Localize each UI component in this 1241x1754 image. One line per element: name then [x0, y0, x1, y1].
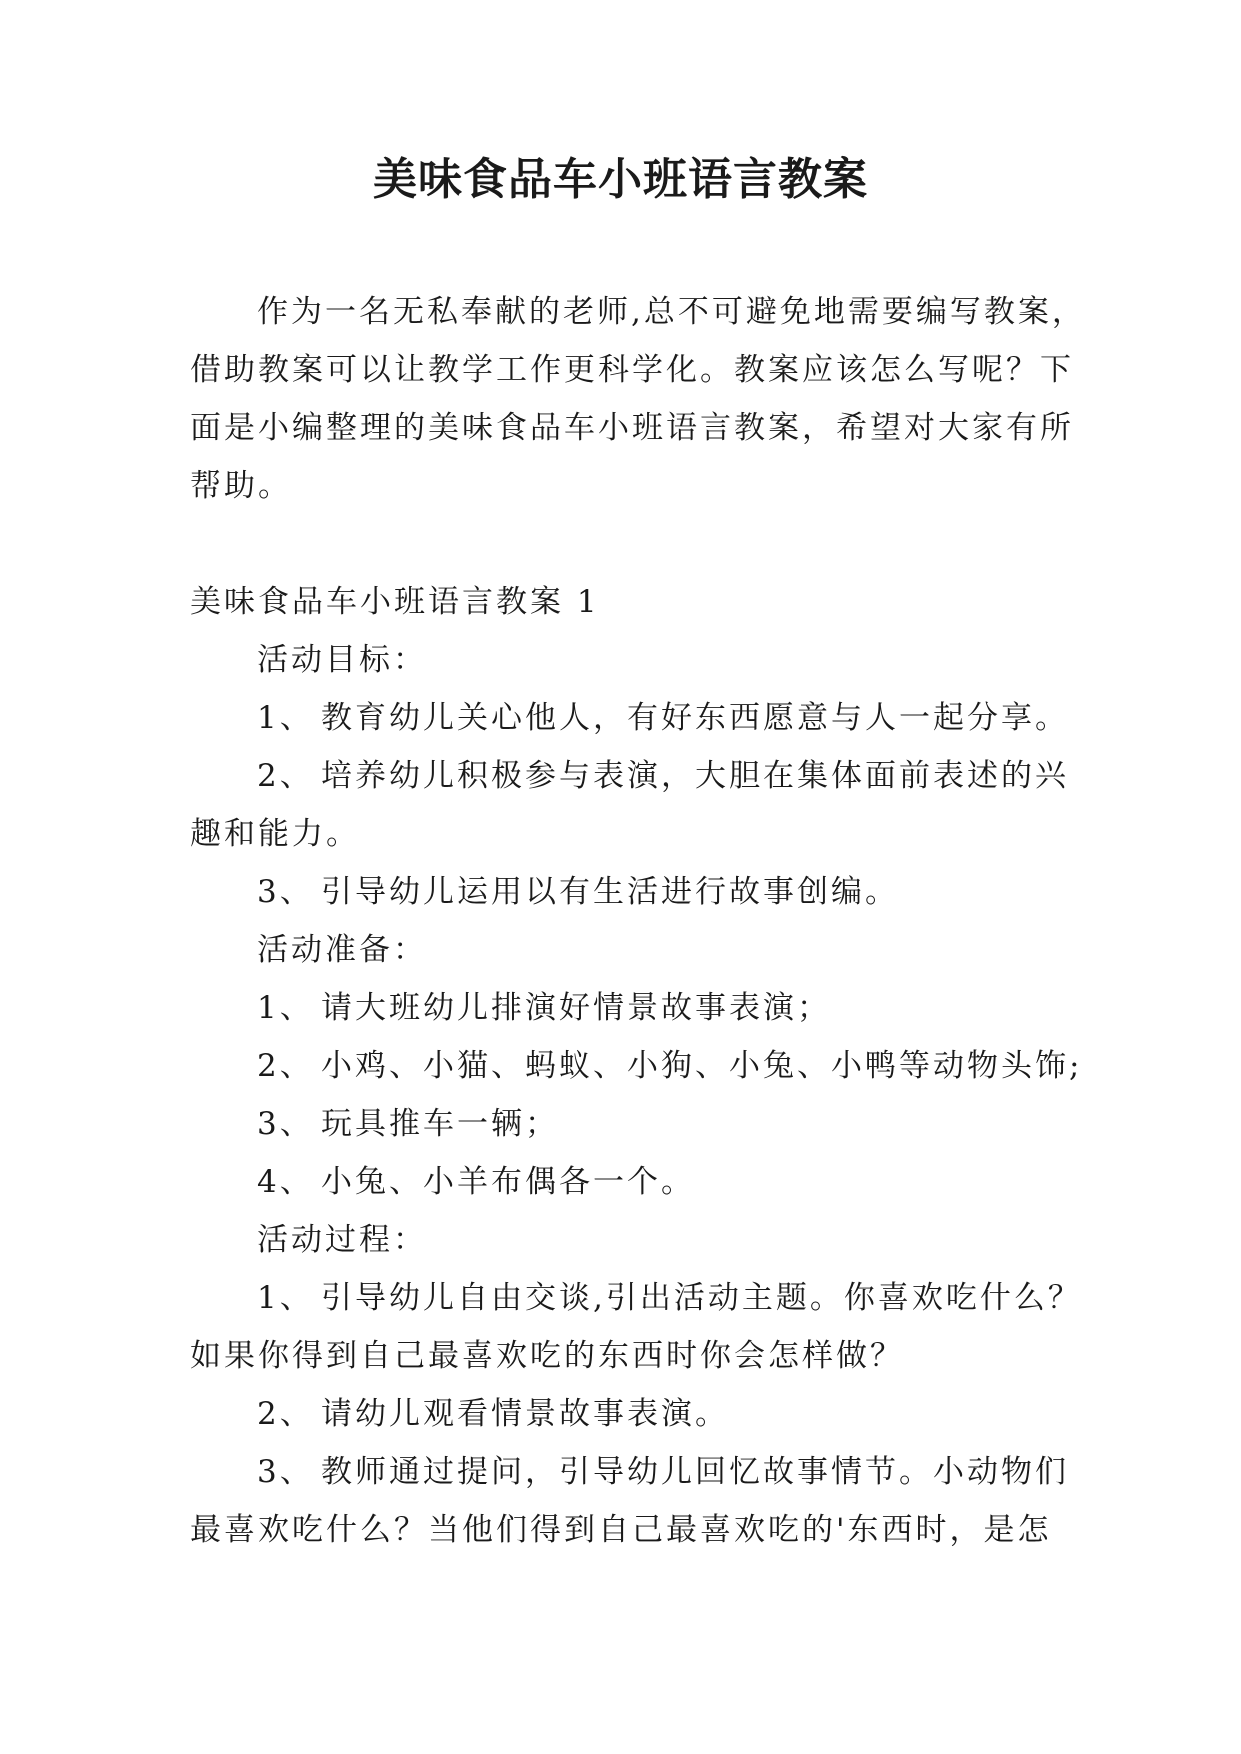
process-text-continued: 如果你得到自己最喜欢吃的东西时你会怎样做？	[190, 1338, 904, 1374]
intro-line: 帮助。	[190, 468, 292, 504]
process-number: 1、	[257, 1280, 314, 1316]
document-title: 美味食品车小班语言教案	[373, 154, 868, 205]
goal-text: 培养幼儿积极参与表演，大胆在集体面前表述的兴	[321, 758, 1069, 794]
goal-text: 教育幼儿关心他人，有好东西愿意与人一起分享。	[321, 700, 1069, 736]
prep-item	[257, 1046, 1082, 1086]
prep-heading: 活动准备：	[257, 932, 427, 968]
goal-text-continued: 趣和能力。	[190, 816, 360, 852]
goal-number: 1、	[257, 700, 314, 736]
prep-item	[257, 1162, 695, 1202]
goal-number: 3、	[257, 874, 314, 910]
process-heading: 活动过程：	[257, 1222, 427, 1258]
intro-line: 借助教案可以让教学工作更科学化。教案应该怎么写呢？下	[190, 352, 1074, 388]
intro-line: 作为一名无私奉献的老师,总不可避免地需要编写教案，	[257, 294, 1086, 330]
process-number: 2、	[257, 1396, 314, 1432]
prep-text: 小鸡、小猫、蚂蚁、小狗、小兔、小鸭等动物头饰;	[321, 1048, 1083, 1084]
prep-item	[257, 1104, 559, 1144]
prep-text: 玩具推车一辆；	[321, 1106, 559, 1142]
prep-number: 4、	[257, 1164, 314, 1200]
process-text: 请幼儿观看情景故事表演。	[321, 1396, 729, 1432]
process-text: 教师通过提问，引导幼儿回忆故事情节。小动物们	[321, 1454, 1069, 1490]
process-text-continued: 最喜欢吃什么？当他们得到自己最喜欢吃的'东西时，是怎	[190, 1512, 1052, 1548]
goal-text: 引导幼儿运用以有生活进行故事创编。	[321, 874, 899, 910]
prep-item	[257, 988, 831, 1028]
process-item	[257, 1278, 1082, 1318]
goal-item	[257, 698, 1069, 738]
prep-text: 小兔、小羊布偶各一个。	[321, 1164, 695, 1200]
goal-item	[257, 872, 899, 912]
goals-heading: 活动目标：	[257, 642, 427, 678]
process-number: 3、	[257, 1454, 314, 1490]
goal-number: 2、	[257, 758, 314, 794]
prep-number: 2、	[257, 1048, 314, 1084]
intro-line: 面是小编整理的美味食品车小班语言教案，希望对大家有所	[190, 410, 1074, 446]
prep-text: 请大班幼儿排演好情景故事表演；	[321, 990, 831, 1026]
section-heading: 美味食品车小班语言教案 1	[190, 584, 600, 620]
prep-number: 3、	[257, 1106, 314, 1142]
process-item	[257, 1394, 729, 1434]
process-text: 引导幼儿自由交谈,引出活动主题。你喜欢吃什么？	[321, 1280, 1082, 1316]
process-item	[257, 1452, 1069, 1492]
goal-item	[257, 756, 1069, 796]
prep-number: 1、	[257, 990, 314, 1026]
